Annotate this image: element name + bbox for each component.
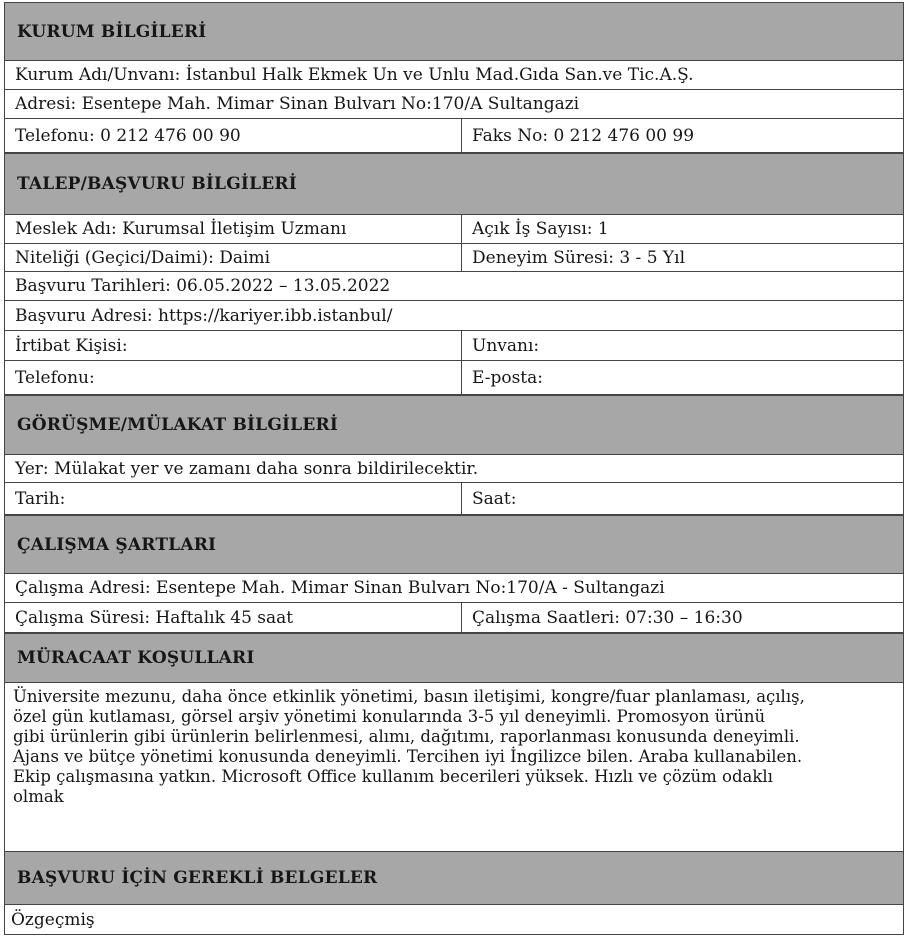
basvuru-tarihleri-text: Başvuru Tarihleri: 06.05.2022 – 13.05.2022 xyxy=(15,276,391,296)
row-nitelik xyxy=(5,244,903,272)
row-calisma-adresi xyxy=(5,574,903,603)
muracaat-line: Ajans ve bütçe yönetimi konusunda deneyimli. Tercihen iyi İngilizce bilen. Araba kullanabilen. xyxy=(13,747,803,766)
row-irtibat xyxy=(5,331,903,361)
saat-text: Saat: xyxy=(472,488,517,509)
calisma-saatleri-text: Çalışma Saatleri: 07:30 – 16:30 xyxy=(472,607,743,628)
muracaat-line: Üniversite mezunu, daha önce etkinlik yönetimi, basın iletişimi, kongre/fuar planlaması, açılış, xyxy=(13,687,805,706)
calisma-suresi-text: Çalışma Süresi: Haftalık 45 saat xyxy=(5,603,462,632)
acik-is-text: Açık İş Sayısı: 1 xyxy=(472,219,609,239)
row-kurum-telefon-faks xyxy=(5,119,903,153)
row-belgeler xyxy=(5,905,903,934)
muracaat-line: gibi ürünlerin gibi ürünlerin belirlenmesi, alımı, dağıtımı, raporlanması konusunda deneyimli. xyxy=(13,727,800,746)
row-kurum-adi xyxy=(5,61,903,90)
calisma-adresi-text: Çalışma Adresi: Esentepe Mah. Mimar Sinan Bulvarı No:170/A - Sultangazi xyxy=(15,578,665,598)
eposta-text: E-posta: xyxy=(472,367,544,388)
muracaat-line: olmak xyxy=(13,787,64,806)
row-meslek xyxy=(5,215,903,244)
tarih-text: Tarih: xyxy=(5,483,462,514)
irtibat-kisisi-text: İrtibat Kişisi: xyxy=(5,331,462,360)
basvuru-adresi-text: Başvuru Adresi: https://kariyer.ibb.istanbul/ xyxy=(15,305,393,326)
row-yer xyxy=(5,455,903,483)
section-header-belgeler: BAŞVURU İÇİN GEREKLİ BELGELER xyxy=(5,851,903,905)
meslek-text: Meslek Adı: Kurumsal İletişim Uzmanı xyxy=(5,215,462,243)
section-header-calisma: ÇALIŞMA ŞARTLARI xyxy=(5,515,903,574)
nitelik-text: Niteliği (Geçici/Daimi): Daimi xyxy=(5,244,462,271)
kurum-telefon-text: Telefonu: 0 212 476 00 90 xyxy=(5,119,462,152)
kurum-adres-text: Adresi: Esentepe Mah. Mimar Sinan Bulvarı No:170/A Sultangazi xyxy=(15,94,580,114)
section-header-talep: TALEP/BAŞVURU BİLGİLERİ xyxy=(5,153,903,215)
kurum-faks-text: Faks No: 0 212 476 00 99 xyxy=(472,125,695,146)
job-posting-form xyxy=(4,2,904,935)
row-basvuru-adresi xyxy=(5,301,903,331)
row-kurum-adres xyxy=(5,90,903,119)
talep-telefon-text: Telefonu: xyxy=(5,361,462,394)
muracaat-line: özel gün kutlaması, görsel arşiv yönetimi konularında 3-5 yıl deneyimli. Promosyon ürünü xyxy=(13,707,766,726)
row-basvuru-tarihleri xyxy=(5,272,903,301)
unvan-text: Unvanı: xyxy=(472,335,540,356)
muracaat-line: Ekip çalışmasına yatkın. Microsoft Office kullanım becerileri yüksek. Hızlı ve çözüm odaklı xyxy=(13,767,773,786)
muracaat-kosullari-text xyxy=(5,687,903,851)
row-talep-telefon xyxy=(5,361,903,395)
section-header-gorusme: GÖRÜŞME/MÜLAKAT BİLGİLERİ xyxy=(5,395,903,455)
row-tarih-saat xyxy=(5,483,903,515)
kurum-adi-text: Kurum Adı/Unvanı: İstanbul Halk Ekmek Un ve Unlu Mad.Gıda San.ve Tic.A.Ş. xyxy=(15,65,694,85)
section-header-kurum: KURUM BİLGİLERİ xyxy=(5,3,903,61)
section-header-muracaat: MÜRACAAT KOŞULLARI xyxy=(5,633,903,683)
row-calisma-sure xyxy=(5,603,903,633)
yer-text: Yer: Mülakat yer ve zamanı daha sonra bildirilecektir. xyxy=(15,458,479,479)
deneyim-text: Deneyim Süresi: 3 - 5 Yıl xyxy=(472,247,686,268)
belge-item-text: Özgeçmiş xyxy=(11,909,95,930)
